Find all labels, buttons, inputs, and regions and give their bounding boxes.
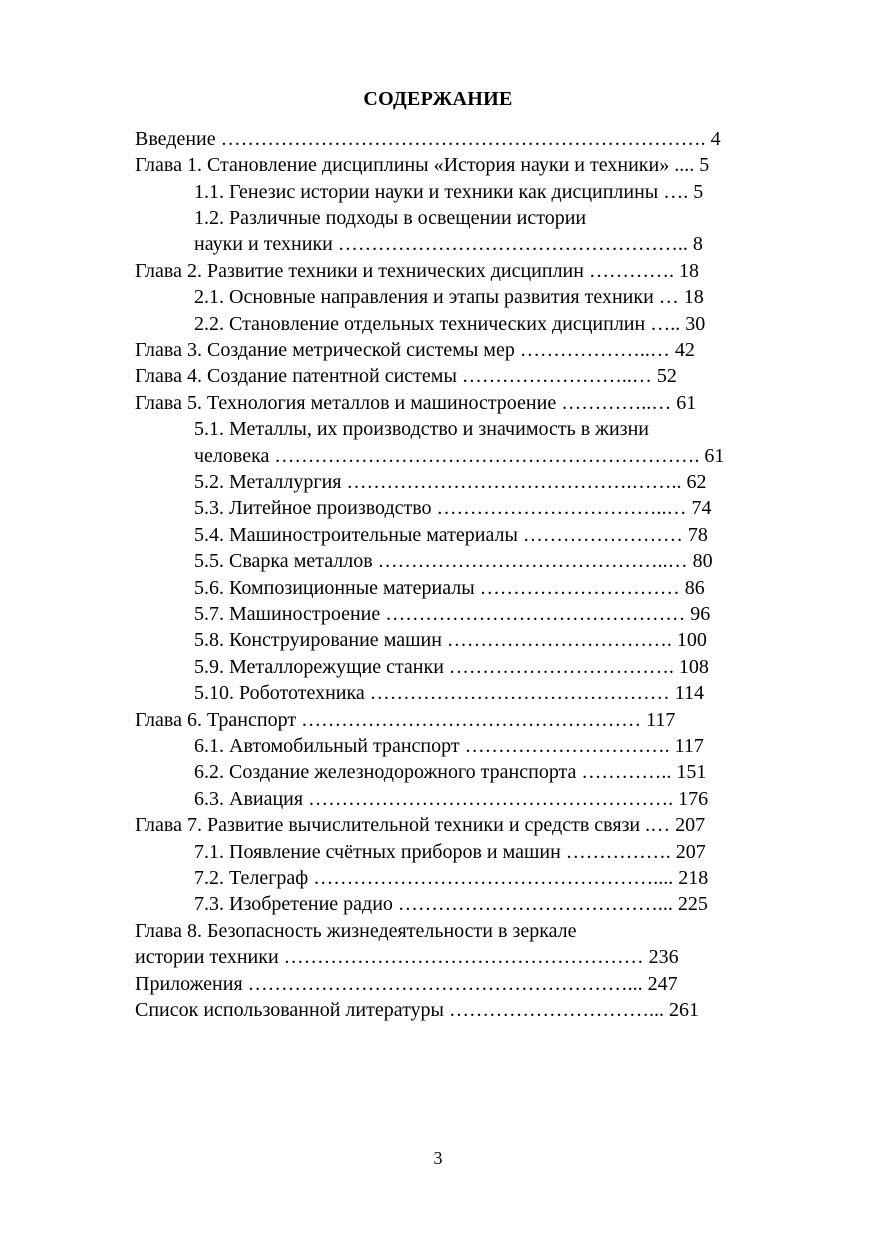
toc-line-chapter-1: Глава 1. Становление дисциплины «История науки и техники» .... 5 (135, 154, 710, 176)
toc-line-section-7-1: 7.1. Появление счётных приборов и машин ……………. 207 (194, 841, 706, 863)
toc-line-chapter-6: Глава 6. Транспорт …………………………………………… 117 (135, 709, 676, 731)
toc-line-section-5-3: 5.3. Литейное производство ……………………………..… 74 (194, 497, 712, 519)
toc-line-section-5-6: 5.6. Композиционные материалы ………………………… 86 (194, 577, 705, 599)
toc-line-section-5-9: 5.9. Металлорежущие станки ……………………………. 108 (194, 656, 709, 678)
toc-line-section-1-2: 1.2. Различные подходы в освещении истории (194, 207, 587, 229)
toc-line-chapter-3: Глава 3. Создание метрической системы мер ………………..… 42 (135, 339, 695, 361)
page-title: СОДЕРЖАНИЕ (363, 88, 513, 110)
toc-line-chapter-4: Глава 4. Создание патентной системы ……………………..… 52 (135, 365, 677, 387)
toc-line-section-5-1-cont: человека ………………………………………………………. 61 (194, 445, 725, 467)
page-number: 3 (433, 1148, 443, 1168)
toc-line-section-5-4: 5.4. Машиностроительные материалы …………………… 78 (194, 524, 708, 546)
toc-line-section-5-2: 5.2. Металлургия …………………………………….…….. 62 (194, 471, 707, 493)
toc-line-section-6-1: 6.1. Автомобильный транспорт …………………………. 117 (194, 735, 704, 757)
toc-line-section-5-7: 5.7. Машиностроение ……………………………………… 96 (194, 603, 711, 625)
toc-line-section-5-10: 5.10. Робототехника ……………………………………… 114 (194, 682, 705, 704)
toc-line-section-7-3: 7.3. Изобретение радио …………………………………... 225 (194, 893, 708, 915)
toc-line-chapter-7: Глава 7. Развитие вычислительной техники и средств связи .… 207 (135, 814, 706, 836)
toc-line-section-7-2: 7.2. Телеграф …………………………………………….... 218 (194, 867, 709, 889)
toc-line-section-2-2: 2.2. Становление отдельных технических дисциплин ….. 30 (194, 313, 706, 335)
toc-line-chapter-8: Глава 8. Безопасность жизнедеятельности в зеркале (135, 920, 577, 942)
toc-line-section-5-8: 5.8. Конструирование машин ……………………………. 100 (194, 629, 707, 651)
toc-line-introduction: Введение ………………………………………………………………. 4 (135, 128, 721, 150)
toc-line-section-6-3: 6.3. Авиация ………………………………………………. 176 (194, 788, 709, 810)
toc-line-chapter-5: Глава 5. Технология металлов и машиностроение …………..… 61 (135, 392, 697, 414)
toc-line-references: Список использованной литературы …………………………... 261 (135, 999, 699, 1021)
toc-line-section-6-2: 6.2. Создание железнодорожного транспорта ………….. 151 (194, 761, 707, 783)
toc-line-section-5-5: 5.5. Сварка металлов ……………………………………..… 80 (194, 550, 713, 572)
toc-line-section-1-2-cont: науки и техники …………………………………………….. 8 (194, 233, 703, 255)
toc-line-section-1-1: 1.1. Генезис истории науки и техники как дисциплины …. 5 (194, 181, 704, 203)
toc-line-appendices: Приложения …………………………………………………... 247 (135, 973, 678, 995)
toc-line-chapter-8-cont: истории техники ……………………………………………… 236 (135, 946, 679, 968)
toc-line-section-2-1: 2.1. Основные направления и этапы развития техники … 18 (194, 286, 704, 308)
toc-line-section-5-1: 5.1. Металлы, их производство и значимость в жизни (194, 418, 649, 440)
toc-line-chapter-2: Глава 2. Развитие техники и технических дисциплин …………. 18 (135, 260, 699, 282)
